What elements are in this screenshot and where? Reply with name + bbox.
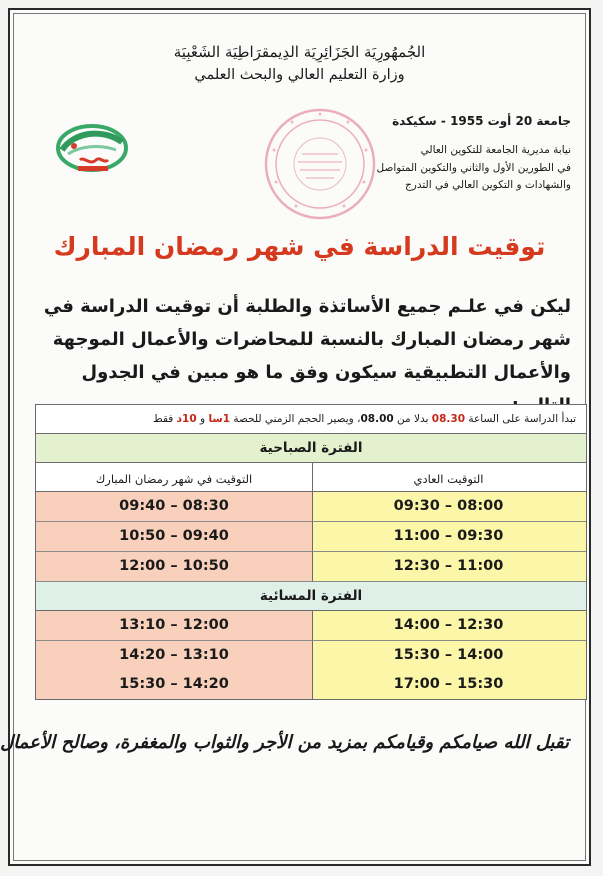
official-stamp-icon (262, 106, 378, 222)
closing-prayer: تقبل الله صيامكم وقيامكم بمزيد من الأجر والثواب والمغفرة، وصالح الأعمال (0, 732, 569, 753)
table-cell-normal: 15:30 – 14:00 (311, 641, 586, 671)
column-header-normal: التوقيت العادي (311, 463, 586, 492)
page-title: توقيت الدراسة في شهر رمضان المبارك (53, 232, 546, 261)
university-logo-icon (54, 120, 130, 180)
note-old-time: 08.00 (360, 413, 394, 425)
table-cell-normal: 12:30 – 11:00 (311, 552, 586, 582)
delegation-line: والشهادات و التكوين العالي في التدرج (404, 179, 571, 191)
table-cell-ramadan: 12:00 – 10:50 (36, 552, 313, 582)
document-sheet (0, 8, 591, 866)
table-cell-ramadan: 13:10 – 12:00 (36, 611, 313, 641)
note-text: فقط (153, 413, 174, 425)
delegation-line: نيابة مديرية الجامعة للتكوين العالي (420, 144, 571, 156)
note-duration-hours: 1سا (208, 413, 231, 425)
delegation-block (377, 142, 572, 195)
table-cell-normal: 09:30 – 08:00 (311, 492, 586, 522)
table-note (36, 405, 586, 434)
table-cell-normal: 17:00 – 15:30 (311, 670, 586, 699)
republic-heading: الجُمهُورِيَة الجَزَائِرِيَة الدِيمقرَاطِيَة الشَعْبِيَة (173, 43, 426, 61)
table-cell-ramadan: 15:30 – 14:20 (36, 670, 313, 699)
note-text: بدلا من (397, 413, 429, 425)
evening-section-header: الفترة المسائية (36, 582, 586, 611)
note-new-time: 08.30 (431, 413, 465, 425)
note-duration-minutes: 10د (176, 413, 197, 425)
table-cell-ramadan: 09:40 – 08:30 (36, 492, 313, 522)
university-name: جامعة 20 أوت 1955 - سكيكدة (392, 114, 571, 128)
ministry-heading: وزارة التعليم العالي والبحث العلمي (194, 67, 405, 83)
column-header-ramadan: التوقيت في شهر رمضان المبارك (36, 463, 313, 492)
schedule-table (35, 404, 587, 700)
table-cell-normal: 14:00 – 12:30 (311, 611, 586, 641)
delegation-line: في الطورين الأول والثاني والتكوين المتواصل (376, 161, 571, 174)
note-text: و (200, 413, 206, 425)
note-text: تبدأ الدراسة على الساعة (468, 413, 576, 425)
table-cell-normal: 11:00 – 09:30 (311, 522, 586, 552)
intro-paragraph: ليكن في علـم جميع الأساتذة والطلبة أن توقيت الدراسة في شهر رمضان المبارك بالنسبة للمحاضرات والأعمال الموجهة والأعمال التطبيقية سيكون وفق ما هو مبين في الجدول (43, 296, 571, 383)
table-cell-ramadan: 14:20 – 13:10 (36, 641, 313, 671)
morning-section-header: الفترة الصباحية (36, 434, 586, 463)
table-cell-ramadan: 10:50 – 09:40 (36, 522, 313, 552)
note-text: ، ويصير الحجم الزمني للحصة (233, 413, 361, 425)
